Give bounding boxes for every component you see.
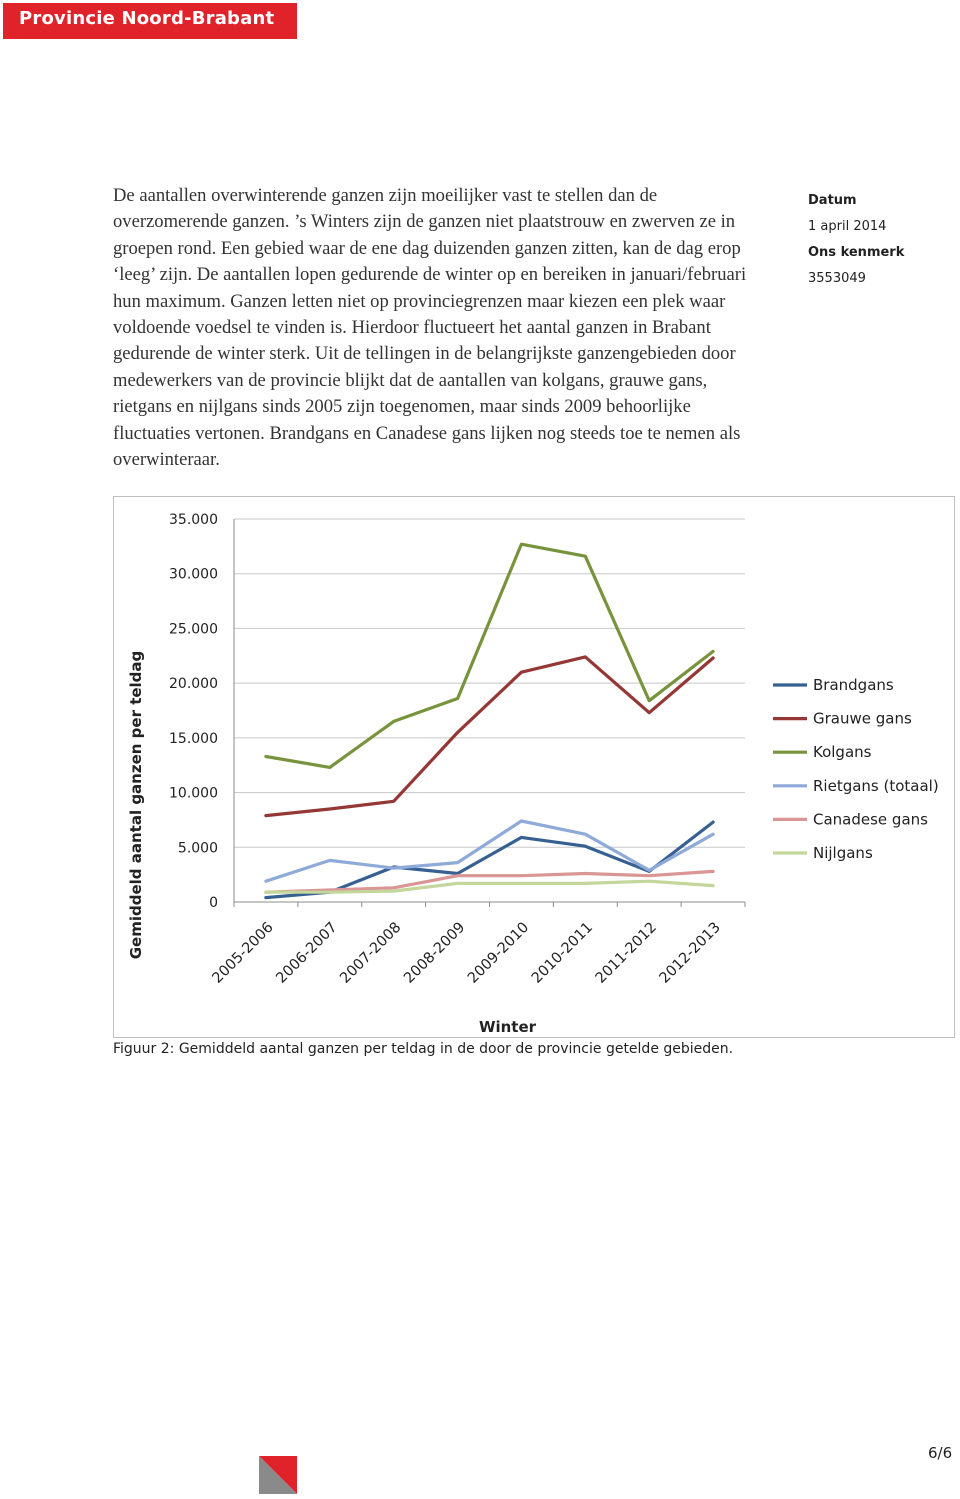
x-tick-label: 2009-2010 <box>465 919 533 987</box>
x-tick-label: 2007-2008 <box>337 919 405 987</box>
x-tick-label: 2012-2013 <box>656 919 724 987</box>
legend-label: Brandgans <box>813 676 894 694</box>
brand-title: Provincie Noord-Brabant <box>19 8 275 29</box>
y-tick-label: 10.000 <box>169 785 218 802</box>
y-axis-title: Gemiddeld aantal ganzen per teldag <box>127 650 145 960</box>
body-paragraph: De aantallen overwinterende ganzen zijn moeilijker vast te stellen dan de overzomerende ganzen. ’s Winters zijn de ganzen niet plaatstrouw en zwerven ze in groepen rond. Een gebied waar de ene dag duizenden ganzen zitten, kan de dag erop ‘leeg’ zijn. De aantallen lopen gedurende de winter op en bereiken in januari/februari hun maximum. Ganzen letten niet op provinciegrenzen maar kiezen een plek waar voldoende voedsel te vinden is. Hierdoor fluctueert het aantal ganzen in Brabant gedurende de winter sterk. Uit de tellingen in de belangrijkste ganzengebieden door medewerkers van de provincie blijkt dat de aantallen van kolgans, grauwe gans, rietgans en nijlgans sinds 2005 zijn toegenomen, maar sinds 2009 behoorlijke fluctuaties vertonen. Brandgans en Canadese gans lijken nog steeds toe te nemen als overwinteraar. <box>113 185 747 471</box>
y-tick-label: 0 <box>209 895 218 911</box>
x-tick-label: 2008-2009 <box>401 919 469 987</box>
page-number: 6/6 <box>928 1444 953 1462</box>
x-tick-label: 2011-2012 <box>592 919 661 987</box>
legend-label: Grauwe gans <box>813 709 912 728</box>
y-tick-label: 25.000 <box>169 621 218 638</box>
datum-label: Datum <box>808 193 857 208</box>
kenmerk-label: Ons kenmerk <box>808 245 905 260</box>
y-tick-label: 20.000 <box>169 676 218 693</box>
body-text <box>113 183 763 473</box>
province-logo-icon <box>259 1456 297 1498</box>
legend-label: Rietgans (totaal) <box>813 776 939 795</box>
y-tick-label: 35.000 <box>169 512 218 528</box>
series-line <box>266 657 713 816</box>
series-line <box>266 881 713 892</box>
x-tick-label: 2005-2006 <box>209 919 277 987</box>
document-meta <box>808 188 904 292</box>
y-tick-label: 5.000 <box>177 840 218 857</box>
legend-label: Nijlgans <box>813 844 873 862</box>
y-tick-label: 30.000 <box>169 566 218 583</box>
kenmerk-value: 3553049 <box>808 271 866 286</box>
datum-value: 1 april 2014 <box>808 219 887 234</box>
chart-figure <box>113 496 955 1038</box>
legend-label: Canadese gans <box>813 810 928 829</box>
figure-caption: Figuur 2: Gemiddeld aantal ganzen per teldag in de door de provincie getelde gebieden. <box>113 1041 734 1057</box>
brand-bar <box>3 3 297 39</box>
series-line <box>266 821 713 881</box>
legend-label: Kolgans <box>813 743 872 762</box>
y-tick-label: 15.000 <box>169 730 218 747</box>
x-axis-title: Winter <box>478 1018 537 1036</box>
x-tick-label: 2010-2011 <box>528 919 597 987</box>
line-chart <box>114 497 956 1039</box>
x-tick-label: 2006-2007 <box>273 919 341 987</box>
series-line <box>266 544 713 767</box>
